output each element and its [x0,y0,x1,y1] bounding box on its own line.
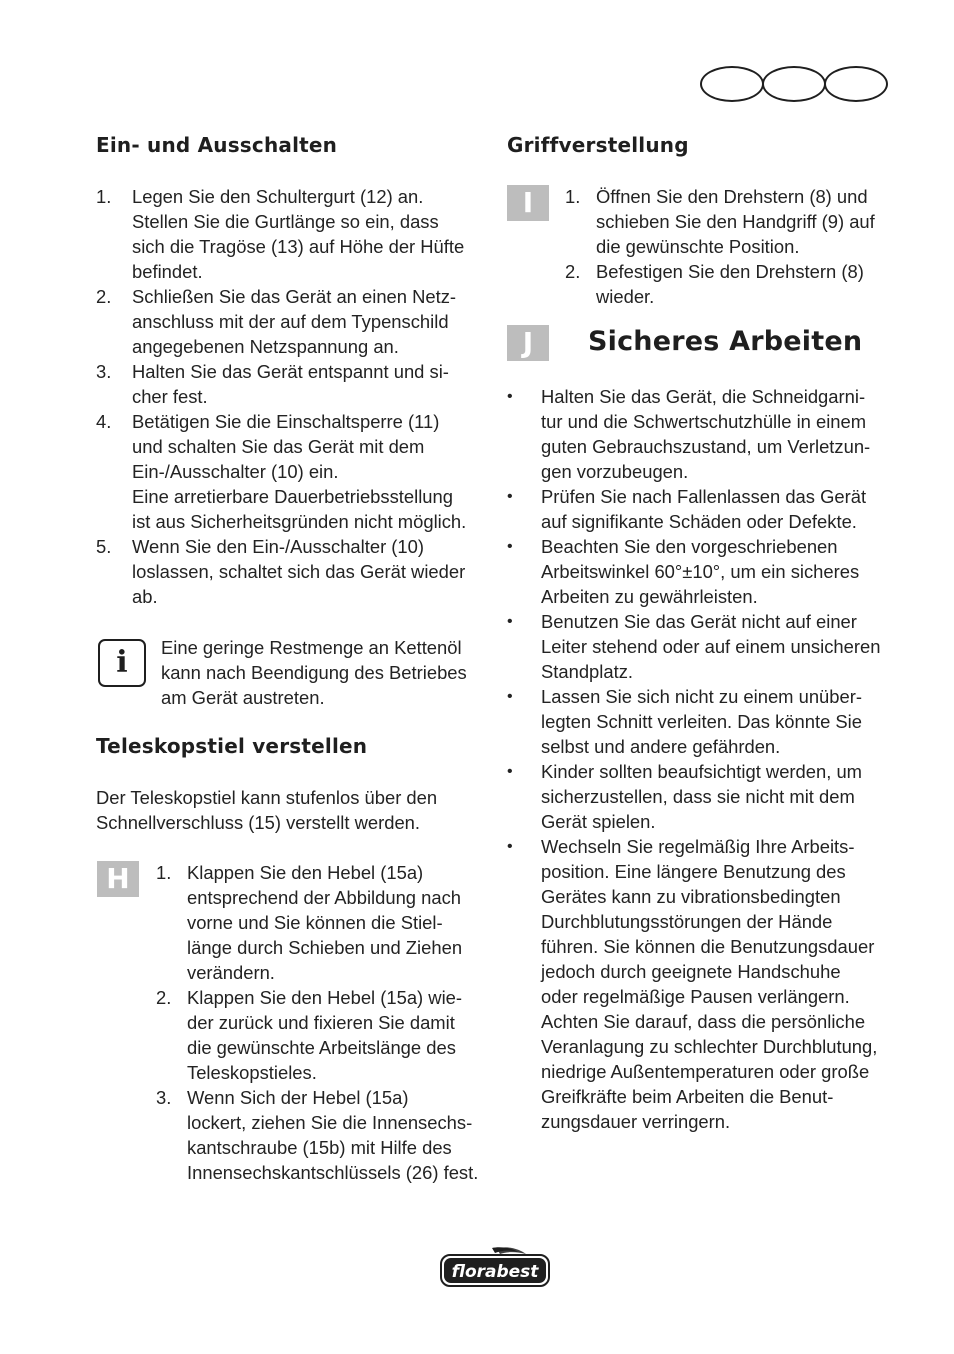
bullet-text [541,759,907,834]
list-item [96,359,496,409]
step-text [132,359,496,409]
language-oval [824,66,888,102]
info-note [161,635,491,710]
text-line: Wenn Sie den Ein-/Ausschalter (10) [132,536,425,557]
list-item [507,759,907,834]
bullet-icon: • [507,688,513,705]
text-line: selbst und andere gefährden. [541,736,781,757]
language-oval [700,66,764,102]
list-item [507,484,907,534]
bullet-icon: • [507,838,513,855]
list-item [156,860,496,985]
text-line: loslassen, schaltet sich das Gerät wieder [132,561,466,582]
text-line: Legen Sie den Schultergurt (12) an. [132,186,424,207]
text-line: guten Gebrauchszustand, um Verletzun- [541,436,871,457]
text-line: jedoch durch geeignete Handschuhe [541,961,841,982]
text-line: Ein-/Ausschalter (10) ein. [132,461,339,482]
text-line: vorne und Sie können die Stiel- [187,912,443,933]
bullet-icon: • [507,388,513,405]
bullet-text [541,684,907,759]
list-item [507,834,907,1134]
section-heading-sicheres-arbeiten: Sicheres Arbeiten [588,326,863,357]
text-line: kantschraube (15b) mit Hilfe des [187,1137,452,1158]
text-line: niedrige Außentemperaturen oder große [541,1061,870,1082]
text-line: Arbeiten zu gewährleisten. [541,586,758,607]
text-line: führen. Sie können die Benutzungsdauer [541,936,875,957]
text-line: cher fest. [132,386,208,407]
text-line: legten Schnitt verleiten. Das könnte Sie [541,711,863,732]
step-text [596,259,905,309]
step-number: 3. [96,361,112,382]
step-number: 1. [156,862,172,883]
text-line: sicherzustellen, dass sie nicht mit dem [541,786,855,807]
step-text [132,409,496,534]
text-line: Standplatz. [541,661,634,682]
text-line: schieben Sie den Handgriff (9) auf [596,211,875,232]
text-line: Klappen Sie den Hebel (15a) wie- [187,987,463,1008]
text-line: Wenn Sich der Hebel (15a) [187,1087,409,1108]
text-line: zungsdauer verringern. [541,1111,731,1132]
step-number: 3. [156,1087,172,1108]
text-line: Stellen Sie die Gurtlänge so ein, dass [132,211,439,232]
step-text [132,534,496,609]
text-line: Gerätes kann zu vibrationsbedingten [541,886,841,907]
step-number: 1. [96,186,112,207]
text-line: Betätigen Sie die Einschaltsperre (11) [132,411,440,432]
bullet-icon: • [507,763,513,780]
text-line: und schalten Sie das Gerät mit dem [132,436,425,457]
bullet-text [541,834,907,1134]
list-item [96,184,496,284]
step-text [187,1085,496,1185]
logo-text: florabest [451,1262,539,1282]
text-line: Der Teleskopstiel kann stufenlos über den [96,787,438,808]
text-line: auf signifikante Schäden oder Defekte. [541,511,857,532]
text-line: Arbeitswinkel 60°±10°, um ein sicheres [541,561,860,582]
figure-label-i: I [507,185,549,221]
step-text [132,184,496,284]
text-line: position. Eine längere Benutzung des [541,861,846,882]
step-number: 2. [96,286,112,307]
text-line: Halten Sie das Gerät, die Schneidgarni- [541,386,866,407]
bullet-text [541,609,907,684]
steps-ein-ausschalten [96,184,496,609]
teleskop-intro [96,785,486,835]
text-line: Schnellverschluss (15) verstellt werden. [96,812,421,833]
text-line: Durchblutungsstörungen der Hände [541,911,833,932]
text-line: Öffnen Sie den Drehstern (8) und [596,186,868,207]
text-line: Eine geringe Restmenge an Kettenöl [161,637,462,658]
list-item [565,184,905,259]
text-line: Leiter stehend oder auf einem unsicheren [541,636,881,657]
list-item [565,259,905,309]
section-heading-griffverstellung: Griffverstellung [507,133,689,157]
text-line: ist aus Sicherheitsgründen nicht möglich. [132,511,467,532]
text-line: Lassen Sie sich nicht zu einem unüber- [541,686,862,707]
bullet-text [541,534,907,609]
step-number: 2. [565,261,581,282]
text-line: Innensechskantschlüssels (26) fest. [187,1162,479,1183]
text-line: sich die Tragöse (13) auf Höhe der Hüfte [132,236,465,257]
text-line: Veranlagung zu schlechter Durchblutung, [541,1036,878,1057]
text-line: ab. [132,586,158,607]
text-line: tur und die Schwertschutzhülle in einem [541,411,867,432]
step-number: 4. [96,411,112,432]
text-line: Schließen Sie das Gerät an einen Netz- [132,286,457,307]
figure-label-j: J [507,325,549,361]
text-line: Teleskopstieles. [187,1062,317,1083]
step-text [187,860,496,985]
florabest-logo [440,1246,550,1288]
bullet-icon: • [507,613,513,630]
text-line: länge durch Schieben und Ziehen [187,937,463,958]
text-line: angegebenen Netzspannung an. [132,336,399,357]
bullets-sicheres-arbeiten [507,384,907,1134]
bullet-icon: • [507,488,513,505]
text-line: kann nach Beendigung des Betriebes [161,662,467,683]
list-item [96,284,496,359]
text-line: der zurück und fixieren Sie damit [187,1012,455,1033]
text-line: am Gerät austreten. [161,687,325,708]
text-line: entsprechend der Abbildung nach [187,887,462,908]
step-text [132,284,496,359]
bullet-text [541,384,907,484]
list-item [507,384,907,484]
text-line: oder regelmäßige Pausen verlängern. [541,986,850,1007]
section-heading-teleskopstiel: Teleskopstiel verstellen [96,734,368,758]
list-item [156,1085,496,1185]
text-line: die gewünschte Position. [596,236,800,257]
text-line: Prüfen Sie nach Fallenlassen das Gerät [541,486,867,507]
text-line: Benutzen Sie das Gerät nicht auf einer [541,611,857,632]
info-icon: i [98,639,146,687]
step-text [596,184,905,259]
text-line: die gewünschte Arbeitslänge des [187,1037,456,1058]
text-line: Achten Sie darauf, dass die persönliche [541,1011,866,1032]
text-line: Befestigen Sie den Drehstern (8) [596,261,864,282]
bullet-text [541,484,907,534]
list-item [156,985,496,1085]
list-item [507,534,907,609]
list-item [507,684,907,759]
step-number: 2. [156,987,172,1008]
list-item [507,609,907,684]
text-line: befindet. [132,261,203,282]
text-line: anschluss mit der auf dem Typenschild [132,311,449,332]
text-line: Greifkräfte beim Arbeiten die Benut- [541,1086,834,1107]
text-line: Eine arretierbare Dauerbetriebsstellung [132,486,453,507]
language-oval [762,66,826,102]
list-item [96,409,496,534]
text-line: Wechseln Sie regelmäßig Ihre Arbeits- [541,836,855,857]
text-line: wieder. [596,286,655,307]
figure-label-h: H [97,861,139,897]
steps-griffverstellung [565,184,905,309]
text-line: verändern. [187,962,275,983]
bullet-icon: • [507,538,513,555]
text-line: Klappen Sie den Hebel (15a) [187,862,424,883]
section-heading-ein-ausschalten: Ein- und Ausschalten [96,133,338,157]
text-line: Halten Sie das Gerät entspannt und si- [132,361,449,382]
text-line: Kinder sollten beaufsichtigt werden, um [541,761,862,782]
text-line: Beachten Sie den vorgeschriebenen [541,536,838,557]
list-item [96,534,496,609]
text-line: lockert, ziehen Sie die Innensechs- [187,1112,473,1133]
text-line: gen vorzubeugen. [541,461,689,482]
step-number: 1. [565,186,581,207]
step-text [187,985,496,1085]
steps-teleskopstiel [156,860,496,1185]
step-number: 5. [96,536,112,557]
text-line: Gerät spielen. [541,811,656,832]
